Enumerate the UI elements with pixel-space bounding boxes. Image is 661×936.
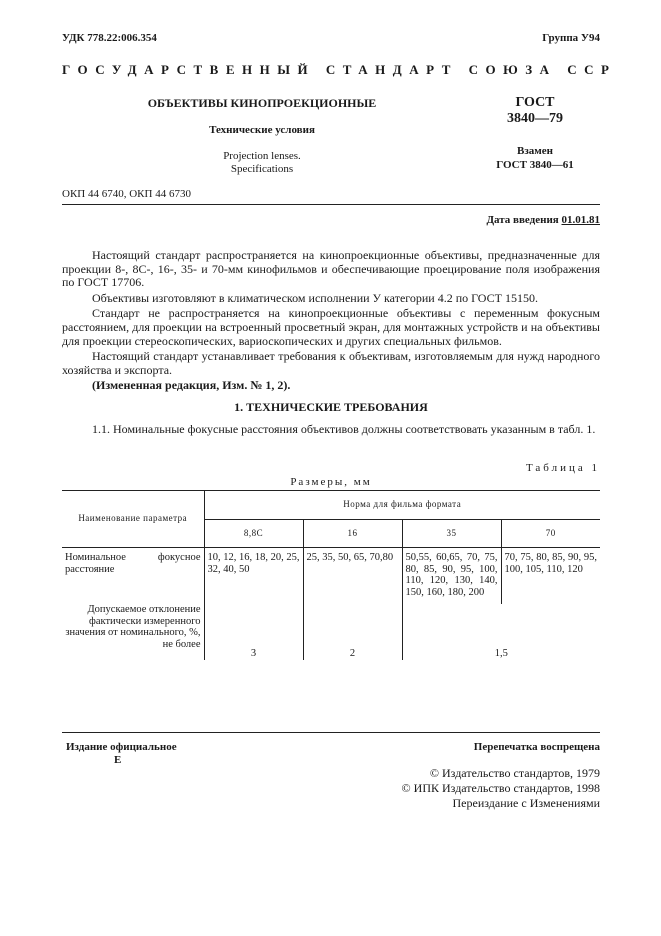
clause-1-1 (62, 423, 600, 437)
udk-code: УДК 778.22:006.354 (62, 32, 157, 44)
english-title-line1: Projection lenses. (223, 150, 301, 162)
table-label: Таблица 1 (525, 462, 600, 474)
group-code: Группа У94 (542, 32, 600, 44)
english-title-line2: Specifications (230, 163, 294, 175)
param-header: Наименование параметра (62, 491, 204, 548)
table-row (62, 548, 600, 605)
row-focal-name: Номинальное фокусное расстояние (65, 552, 201, 575)
paragraph-exclusions: Стандарт не распространяется на кинопроекционные объективы с переменным фокусным расстоянием, для проекции на встроенный просветный экран, для монтажных устройств и на объективы для проекции стереоскопических, вариоскопических и других специальных фильмов. (62, 306, 600, 348)
focal-length-table (62, 490, 600, 660)
format-70: 70 (501, 520, 600, 548)
format-8-8c: 8,8С (204, 520, 303, 548)
table-row (62, 604, 600, 660)
standard-banner: ГОСУДАРСТВЕННЫЙ СТАНДАРТ СОЮЗА ССР (62, 62, 617, 77)
gost-label: ГОСТ (515, 95, 555, 110)
introduction-date-value: 01.01.81 (561, 214, 600, 226)
paragraph-scope: Настоящий стандарт распространяется на кинопроекционные объективы, предназначенные для проекции 8-, 8С-, 16-, 35- и 70-мм кинофильмов и обеспечивающие проецирование поля изображения по ГОСТ 17706. (62, 248, 600, 290)
section-1-title: 1. ТЕХНИЧЕСКИЕ ТРЕБОВАНИЯ (234, 400, 428, 414)
reissue-note: Переиздание с Изменениями (452, 796, 600, 810)
paragraph-requirements: Настоящий стандарт устанавливает требования к объективам, изготовляемым для нужд народного хозяйства и экспорта. (62, 349, 600, 377)
table-units: Размеры, мм (290, 476, 372, 488)
clause-1-1-text: 1.1. Номинальные фокусные расстояния объективов должны соответствовать указанным в табл. 1. (92, 422, 596, 436)
gost-number: 3840—79 (507, 111, 563, 126)
reprint-prohibited: Перепечатка воспрещена (473, 741, 600, 753)
document-title: ОБЪЕКТИВЫ КИНОПРОЕКЦИОННЫЕ (147, 96, 377, 110)
intro-text (62, 249, 600, 393)
row-deviation-16: 2 (303, 604, 402, 660)
introduction-date (486, 214, 600, 226)
paragraph-climate: Объективы изготовляют в климатическом исполнении У категории 4.2 по ГОСТ 15150. (92, 290, 538, 305)
format-35: 35 (402, 520, 501, 548)
format-16: 16 (303, 520, 402, 548)
norm-header: Норма для фильма формата (204, 491, 600, 520)
row-focal-70: 70, 75, 80, 85, 90, 95, 100, 105, 110, 120 (501, 548, 600, 605)
footer-divider (62, 732, 600, 733)
header-divider (62, 204, 600, 205)
okp-codes: ОКП 44 6740, ОКП 44 6730 (62, 188, 191, 200)
replaces-label: Взамен (517, 145, 553, 157)
introduction-date-label: Дата введения (486, 214, 559, 226)
replaces-gost: ГОСТ 3840—61 (496, 159, 574, 171)
row-deviation-35-70: 1,5 (402, 604, 600, 660)
edition-letter: Е (114, 754, 122, 766)
copyright-1998: © ИПК Издательство стандартов, 1998 (401, 781, 600, 795)
document-subtitle: Технические условия (209, 124, 315, 136)
official-edition: Издание официальное (66, 741, 177, 753)
row-deviation-name: Допускаемое отклонение фактически измеренного значения от номинального, %, не более (65, 604, 201, 650)
copyright-1979: © Издательство стандартов, 1979 (429, 766, 600, 780)
row-focal-8-8c: 10, 12, 16, 18, 20, 25, 32, 40, 50 (204, 548, 303, 605)
row-focal-16: 25, 35, 50, 65, 70,80 (303, 548, 402, 605)
row-deviation-8-8c: 3 (204, 604, 303, 660)
amendment-note: (Измененная редакция, Изм. № 1, 2). (92, 378, 291, 393)
row-focal-35: 50,55, 60,65, 70, 75, 80, 85, 90, 95, 100, 110, 120, 130, 140, 150, 160, 180, 200 (402, 548, 501, 605)
